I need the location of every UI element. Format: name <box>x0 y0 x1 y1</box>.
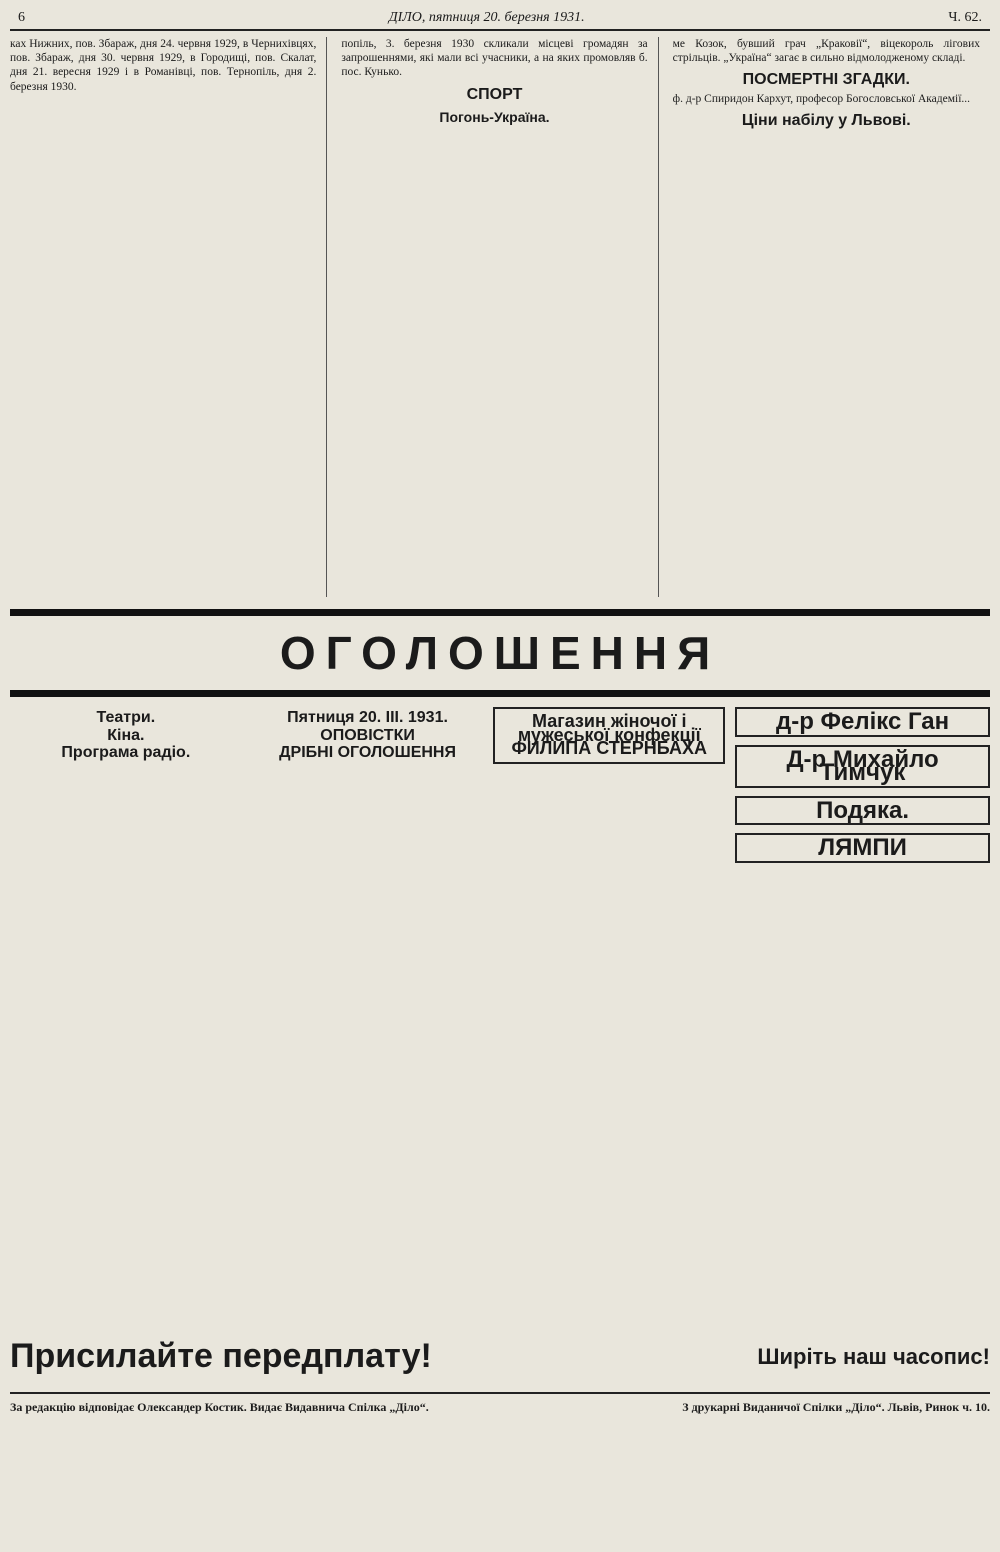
top-columns <box>10 37 990 597</box>
radio-heading: Програма радіо. <box>61 744 191 761</box>
footer-right: З друкарні Виданичої Спілки „Діло“. Львів, Ринок ч. 10. <box>682 1400 990 1414</box>
subscribe-call: Присилайте передплату! <box>10 1337 432 1375</box>
ads-banner <box>10 609 990 697</box>
ads-col-2 <box>252 707 484 1327</box>
doctor-tymchuk: Д-р Михайло Тимчук <box>786 745 939 786</box>
ads-col-4 <box>735 707 990 1327</box>
ads-grid <box>10 707 990 1327</box>
doctor-gan-ad <box>735 707 990 737</box>
footer-left: За редакцію відповідає Олександер Костик. Видає Видавнича Спілка „Діло“. <box>10 1400 429 1414</box>
prices-heading: Ціни набілу у Львові. <box>741 111 911 129</box>
masthead-title: ДІЛО, пятниця 20. березня 1931. <box>388 10 585 25</box>
doctor-gan: д-р Фелікс Ган <box>775 708 950 735</box>
col-right-text: ме Козок, бувший грач „Краковії“, віцекороль лігових стрільців. „Україна“ загає в сильно відмолодженому складі. <box>672 38 980 65</box>
thanks-ad <box>735 796 990 826</box>
doctor-tymchuk-ad <box>735 745 990 788</box>
friday-heading: Пятниця 20. III. 1931. <box>287 709 448 726</box>
ads-col-1 <box>10 707 242 1327</box>
newspaper-page <box>10 10 990 1530</box>
announcements-heading: ОПОВІСТКИ <box>320 726 415 744</box>
ads-col-3 <box>493 707 725 1327</box>
shop-title: Магазин жіночої і мужеської конфекції ФИЛИПА СТЕРНБАХА <box>511 711 708 758</box>
obits-heading: ПОСМЕРТНІ ЗГАДКИ. <box>742 71 910 89</box>
thanks-title: Подяка. <box>816 796 909 824</box>
lamps-ad <box>735 833 990 863</box>
small-ads-heading: ДРІБНІ ОГОЛОШЕННЯ <box>279 744 456 761</box>
col-left-text: ках Нижних, пов. Збараж, дня 24. червня 1929, в Чернихівцях, пов. Збараж, дня 30. червня 1929, в Городищі, пов. Скалат, дня 21. вересня 1929 і в Романівці, пов. Тернопіль, дня 2. березня 1930. <box>10 38 317 93</box>
column-right <box>673 37 990 597</box>
theatres-heading: Театри. <box>96 709 156 726</box>
page-number: 6 <box>18 10 25 25</box>
kino-heading: Кіна. <box>107 726 145 744</box>
column-left <box>10 37 327 597</box>
lamps-title: ЛЯМПИ <box>818 834 907 861</box>
spread-call: Ширіть наш часопис! <box>757 1343 990 1369</box>
col-middle-text: попіль, 3. березня 1930 скликали місцеві громадян за запрошеннями, які мали всі учасники, а на яких промовляв б. пос. Кунько. <box>341 38 648 79</box>
bottom-strip <box>10 1337 990 1376</box>
obits-text: ф. д-р Спиридон Кархут, професор Богословської Академії... <box>672 92 971 105</box>
issue-number: Ч. 62. <box>948 10 982 25</box>
shop-ad <box>493 707 725 764</box>
ads-banner-title: ОГОЛОШЕННЯ <box>279 627 721 679</box>
masthead <box>10 10 990 31</box>
footer <box>10 1392 990 1415</box>
column-middle <box>341 37 658 597</box>
sport-subheading: Погонь-Україна. <box>439 108 550 125</box>
sport-heading: СПОРТ <box>466 85 523 103</box>
